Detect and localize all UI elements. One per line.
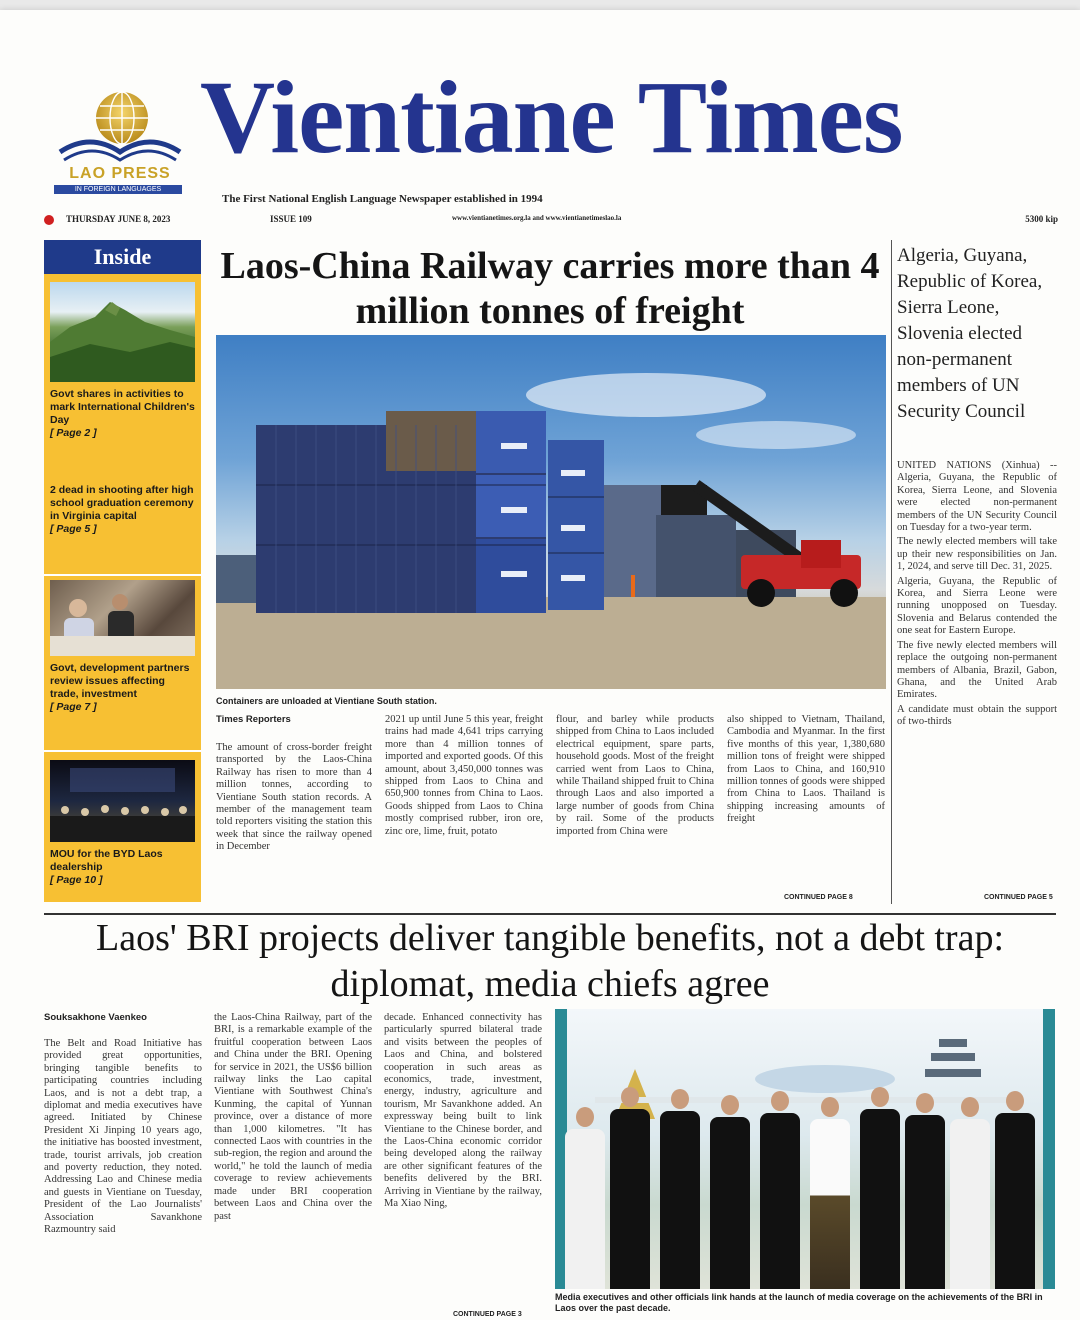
person-figure <box>660 1089 700 1289</box>
lead-body-col4: also shipped to Vietnam, Thailand, Cambodia and Myanmar. In the first five months of this year, 1,380,680 million tons of freight were shipped from Laos to China, and 160,910 million tonnes of goods were shipped from China to Laos. Thailand is shipping increasing amounts of freight <box>727 714 885 825</box>
person-figure <box>810 1097 850 1289</box>
lead-headline[interactable]: Laos-China Railway carries more than 4 million tonnes of freight <box>220 245 880 332</box>
person-figure <box>995 1091 1035 1289</box>
inside-thumbnail <box>50 760 195 842</box>
story2-body-col1: The Belt and Road Initiative has provided great opportunities, bringing tangible benefits to participating countries including Laos, and is not a debt trap, a diplomat and media executives have agreed. Initiated by Chinese President Xi Jinping 10 years ago, the initiative has boosted investment, trade, tourist arrivals, job creation and poverty reduction, they noted. Addressing Lao and Chinese media and guests in Vientiane on Tuesday, President of the Lao Journalists' Association Savankhone Razmountry said <box>44 1038 202 1236</box>
masthead-tagline: The First National English Language Newspaper established in 1994 <box>222 193 543 205</box>
inside-item-text: Govt, development partners review issues affecting trade, investment [ Page 7 ] <box>50 662 190 713</box>
masthead-title: Vientiane Times <box>200 60 903 175</box>
logo-subtitle: IN FOREIGN LANGUAGES <box>54 185 182 194</box>
inside-item-page: [ Page 10 ] <box>50 874 103 886</box>
right-body: UNITED NATIONS (Xinhua) -- Algeria, Guyana, the Republic of Korea, Sierra Leone, and Slovenia were elected non-permanent members of the UN Security Council on Tuesday for a two-year term. The newly elected members will take up their new responsibilities on Jan. 1, 2024, and serve till Dec. 31, 2025. Algeria, Guyana, the Republic of Korea, and Sierra Leone were running unopposed on Tuesday. Slovenia and Belarus contended the one seat for Eastern Europe. The five newly elected members will replace the outgoing non-permanent members of Albania, Brazil, Gabon, Ghana, and the United Arab Emirates. A candidate must obtain the support of two-thirds <box>897 460 1057 728</box>
inside-item-page: [ Page 7 ] <box>50 701 97 713</box>
story2-photo-caption: Media executives and other officials link hands at the launch of media coverage on the achievements of the BRI in Laos over the past decade. <box>555 1292 1043 1313</box>
websites: www.vientianetimes.org.la and www.vientianetimeslao.la <box>452 214 622 222</box>
person-figure <box>710 1095 750 1289</box>
lead-continued[interactable]: CONTINUED PAGE 8 <box>784 894 853 901</box>
issue-date: THURSDAY JUNE 8, 2023 <box>66 214 171 224</box>
inside-thumbnail <box>50 282 195 382</box>
inside-item-text: MOU for the BYD Laos dealership [ Page 10 ] <box>50 848 163 886</box>
right-headline[interactable]: Algeria, Guyana, Republic of Korea, Sierra Leone, Slovenia elected non-permanent members of UN Security Council <box>897 245 1043 422</box>
story2-byline: Souksakhone Vaenkeo <box>44 1012 147 1023</box>
inside-item-text: 2 dead in shooting after high school graduation ceremony in Virginia capital [ Page 5 ] <box>50 484 194 535</box>
dateline-dot-icon <box>44 215 54 225</box>
lead-photo-caption: Containers are unloaded at Vientiane South station. <box>216 696 437 706</box>
lead-body-col3: flour, and barley while products shipped from China to Laos included electrical equipment, spare parts, household goods. Most of the freight carried went from Laos to China, while Thailand shipped fruit to China through Laos and also imported a large number of goods from China by rail. Some of the products imported from China were <box>556 714 714 837</box>
inside-thumbnail <box>50 580 195 656</box>
logo-wordmark: LAO PRESS <box>69 165 171 182</box>
person-figure <box>760 1091 800 1289</box>
story2-body-col3: decade. Enhanced connectivity has particularly spurred bilateral trade and visits between the peoples of Laos and China, and bolstered cooperation in such areas as economics, trade, investment, energy, industry, agriculture and tourism, Mr Savankhone added. An expressway being built to link Vientiane to the Chinese border, and the Laos-China economic corridor being developed along the railway are other significant features of the benefits delivered by the BRI. Arriving in Vientiane by the railway, Ma Xiao Ning, <box>384 1012 542 1210</box>
lead-photo-containers <box>216 335 886 689</box>
lead-body-col2: 2021 up until June 5 this year, freight trains had made 4,641 trips carrying more than 4 million tonnes of imported and exported goods. Of this amount, about 3,450,000 tonnes was shipped from Laos to China and 650,900 tonnes from China to Laos. Goods shipped from Laos to China mostly comprised rubber, iron ore, zinc ore, lime, fruit, potato <box>385 714 543 837</box>
person-figure <box>950 1097 990 1289</box>
price: 5300 kip <box>1025 214 1058 224</box>
story2-headline[interactable]: Laos' BRI projects deliver tangible benefits, not a debt trap: diplomat, media chiefs agree <box>95 917 1005 1005</box>
inside-heading: Inside <box>44 240 201 274</box>
dateline-bar <box>44 214 1058 228</box>
inside-item-page: [ Page 5 ] <box>50 523 97 535</box>
person-figure <box>610 1087 650 1289</box>
story2-continued[interactable]: CONTINUED PAGE 3 <box>453 1311 522 1318</box>
sidebar-divider <box>44 750 201 752</box>
person-figure <box>905 1093 945 1289</box>
inside-sidebar <box>44 240 201 902</box>
lead-byline: Times Reporters <box>216 714 291 725</box>
inside-item-page: [ Page 2 ] <box>50 427 97 439</box>
column-rule <box>891 240 892 904</box>
story2-photo-group <box>555 1009 1055 1289</box>
story2-body-col2: the Laos-China Railway, part of the BRI, is a remarkable example of the fruitful cooperation between Laos and China under the BRI. Opening for service in 2021, the US$6 billion railway links the Lao capital Vientiane with Southwest China's Kunming, the capital of Yunnan province, over a distance of more than 1,000 kilometres. "It has connected Laos with countries in the sub-region, the region and around the world," he told the launch of media coverage to review achievements made under BRI cooperation between Laos and China over the past <box>214 1012 372 1222</box>
inside-item[interactable] <box>50 580 195 714</box>
person-figure <box>860 1087 900 1289</box>
inside-item[interactable] <box>50 282 195 440</box>
issue-number: ISSUE 109 <box>270 214 312 224</box>
person-figure <box>565 1107 605 1289</box>
inside-item[interactable] <box>50 760 195 887</box>
inside-item-text: Govt shares in activities to mark International Children's Day [ Page 2 ] <box>50 388 195 439</box>
right-continued[interactable]: CONTINUED PAGE 5 <box>984 894 1053 901</box>
sidebar-divider <box>44 574 201 576</box>
lead-body-col1: The amount of cross-border freight transported by the Laos-China Railway has risen to more than 4 million tonnes, according to Vientiane South station records. A member of the management team told reporters visiting the station this week that since the railway opened in December <box>216 742 372 853</box>
newspaper-page <box>0 10 1080 1320</box>
inside-item[interactable] <box>50 478 195 536</box>
